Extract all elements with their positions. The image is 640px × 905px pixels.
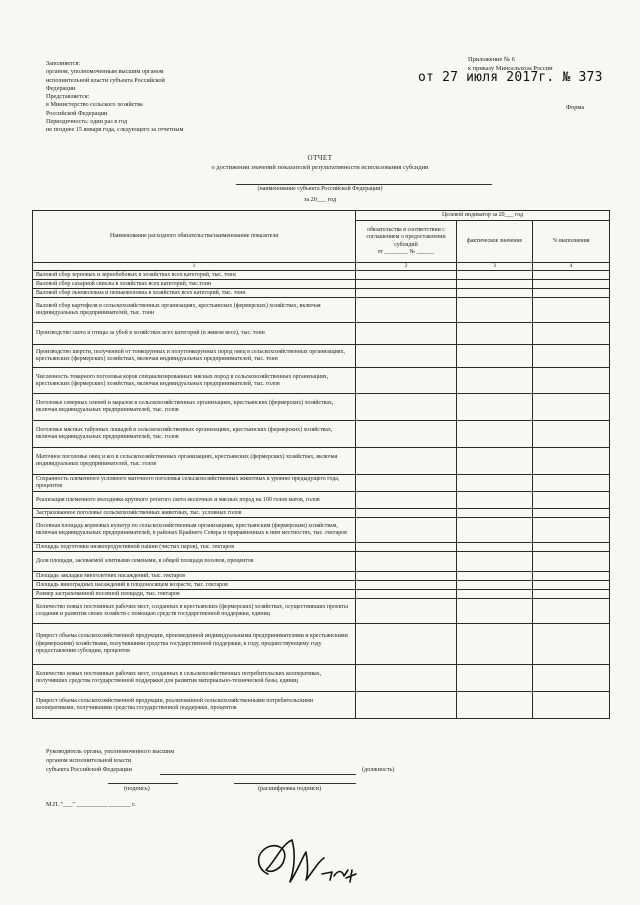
actual-value-cell[interactable]: [457, 692, 533, 719]
percent-cell[interactable]: [533, 271, 610, 280]
actual-value-cell[interactable]: [457, 492, 533, 509]
agreement-value-cell[interactable]: [356, 509, 457, 518]
actual-value-cell[interactable]: [457, 509, 533, 518]
indicator-name-cell: Количество новых постоянных рабочих мест, созданных в сельскохозяйственных потребительских кооперативах, получивших средства государственной поддержки для развития материально-технической базы, единиц: [33, 665, 356, 692]
percent-cell[interactable]: [533, 590, 610, 599]
actual-value-cell[interactable]: [457, 323, 533, 345]
indicator-name-cell: Посевная площадь кормовых культур по сельскохозяйственным организациям, крестьянским (фермерским) хозяйствам, включая индивидуальных предпринимателей, в районах Крайнего Севера и приравненных к ним местностях, тыс. гектаров: [33, 518, 356, 543]
percent-cell[interactable]: [533, 552, 610, 572]
percent-cell[interactable]: [533, 624, 610, 665]
percent-cell[interactable]: [533, 492, 610, 509]
header-left-line: Представляется:: [46, 93, 90, 101]
table-row: [33, 543, 610, 552]
actual-value-cell[interactable]: [457, 448, 533, 475]
agreement-value-cell[interactable]: [356, 552, 457, 572]
table-row: [33, 280, 610, 289]
stamp-date-line: М.П. "___" __________ _______ г.: [46, 801, 136, 808]
table-row: [33, 475, 610, 492]
col-header-agreement: [356, 221, 457, 263]
agreement-value-cell[interactable]: [356, 665, 457, 692]
agreement-value-cell[interactable]: [356, 599, 457, 624]
footer-head-line1: Руководитель органа, уполномоченного высшим: [46, 748, 175, 755]
indicator-name-cell: Валовой сбор льноволокна и пеньковолокна в хозяйствах всех категорий, тыс. тонн: [33, 289, 356, 298]
agreement-value-cell[interactable]: [356, 572, 457, 581]
percent-cell[interactable]: [533, 581, 610, 590]
table-row: [33, 394, 610, 421]
table-row: [33, 509, 610, 518]
agreement-value-cell[interactable]: [356, 624, 457, 665]
handwritten-signature: [236, 830, 376, 890]
indicator-name-cell: Площадь закладки многолетних насаждений, тыс. гектаров: [33, 572, 356, 581]
table-row: [33, 492, 610, 509]
actual-value-cell[interactable]: [457, 298, 533, 323]
actual-value-cell[interactable]: [457, 345, 533, 368]
header-left-line: Российской Федерации: [46, 109, 108, 117]
percent-cell[interactable]: [533, 509, 610, 518]
order-date-stamp: от 27 июля 2017г. № 373: [418, 70, 603, 85]
agreement-value-cell[interactable]: [356, 590, 457, 599]
col-header-percent: % выполнения: [533, 221, 610, 263]
table-row: [33, 289, 610, 298]
report-year-line: за 20___ год: [303, 196, 337, 203]
col-number-4: 4: [533, 263, 610, 271]
header-left-line: органом, уполномоченным высшим органом: [46, 68, 164, 76]
actual-value-cell[interactable]: [457, 475, 533, 492]
indicator-name-cell: Доля площади, засеваемой элитными семенами, в общей площади посевов, процентов: [33, 552, 356, 572]
indicator-name-cell: Застрахованное поголовье сельскохозяйственных животных, тыс. условных голов: [33, 509, 356, 518]
percent-cell[interactable]: [533, 572, 610, 581]
agreement-value-cell[interactable]: [356, 581, 457, 590]
agreement-value-cell[interactable]: [356, 692, 457, 719]
subject-name-caption: (наименование субъекта Российской Федерации): [257, 186, 383, 192]
header-left-line: в Министерство сельского хозяйства: [46, 101, 143, 109]
agreement-value-cell[interactable]: [356, 492, 457, 509]
table-row: [33, 590, 610, 599]
indicators-table: [32, 210, 610, 719]
table-row: [33, 518, 610, 543]
actual-value-cell[interactable]: [457, 624, 533, 665]
percent-cell[interactable]: [533, 345, 610, 368]
agreement-value-cell[interactable]: [356, 518, 457, 543]
percent-cell[interactable]: [533, 394, 610, 421]
percent-cell[interactable]: [533, 323, 610, 345]
agreement-value-cell[interactable]: [356, 368, 457, 394]
percent-cell[interactable]: [533, 692, 610, 719]
percent-cell[interactable]: [533, 298, 610, 323]
actual-value-cell[interactable]: [457, 289, 533, 298]
header-left-line: не позднее 15 января года, следующего за отчетным: [46, 126, 184, 134]
table-row: [33, 665, 610, 692]
agreement-value-cell[interactable]: [356, 323, 457, 345]
signature-line: [108, 783, 178, 784]
indicator-name-cell: Прирост объема сельскохозяйственной продукции, реализованной сельскохозяйственными потребительскими кооперативами, получившими средства государственной поддержки, процентов: [33, 692, 356, 719]
actual-value-cell[interactable]: [457, 368, 533, 394]
table-row: [33, 552, 610, 572]
actual-value-cell[interactable]: [457, 421, 533, 448]
subject-name-line: [236, 184, 492, 185]
footer-head-line2: органом исполнительной власти: [46, 757, 132, 764]
indicator-name-cell: Валовой сбор сахарной свеклы в хозяйствах всех категорий, тыс.тонн: [33, 280, 356, 289]
indicator-name-cell: Количество новых постоянных рабочих мест, созданных в крестьянских (фермерских) хозяйствах, осуществивших проекты создания и развития своих хозяйств с помощью средств государственной поддержки, единиц: [33, 599, 356, 624]
agreement-value-cell[interactable]: [356, 271, 457, 280]
percent-cell[interactable]: [533, 475, 610, 492]
percent-cell[interactable]: [533, 665, 610, 692]
percent-cell[interactable]: [533, 448, 610, 475]
header-left-line: Заполняется:: [46, 60, 81, 67]
agreement-value-cell[interactable]: [356, 345, 457, 368]
report-subtitle: о достижении значений показателей результативности использования субсидии: [211, 164, 429, 171]
col-header-target: Целевой индикатор за 20___ год: [356, 211, 610, 221]
percent-cell[interactable]: [533, 518, 610, 543]
percent-cell[interactable]: [533, 599, 610, 624]
col-header-indicator: Наименование расходного обязательства/наименование показателя: [33, 211, 356, 263]
table-row: [33, 692, 610, 719]
header-left-line: Периодичность: один раз в год: [46, 118, 128, 126]
actual-value-cell[interactable]: [457, 590, 533, 599]
col-header-actual: фактическое значение: [457, 221, 533, 263]
percent-cell[interactable]: [533, 543, 610, 552]
actual-value-cell[interactable]: [457, 518, 533, 543]
percent-cell[interactable]: [533, 421, 610, 448]
indicator-name-cell: Маточное поголовье овец и коз в сельскохозяйственных организациях, крестьянских (фермерских) хозяйствах, включая индивидуальных предпринимателей, тыс. голов: [33, 448, 356, 475]
indicator-name-cell: Площадь виноградных насаждений в плодоносящем возрасте, тыс. гектаров: [33, 581, 356, 590]
percent-cell[interactable]: [533, 289, 610, 298]
header-left-line: Федерации: [46, 84, 76, 92]
agreement-value-cell[interactable]: [356, 394, 457, 421]
signature-caption: (подпись): [124, 785, 150, 792]
agreement-value-cell[interactable]: [356, 475, 457, 492]
actual-value-cell[interactable]: [457, 599, 533, 624]
agreement-value-cell[interactable]: [356, 421, 457, 448]
table-row: [33, 421, 610, 448]
appendix-order-ref: к приказу Минсельхоза России: [468, 64, 553, 72]
agreement-value-cell[interactable]: [356, 543, 457, 552]
decoding-caption: (расшифровка подписи): [258, 785, 322, 792]
actual-value-cell[interactable]: [457, 394, 533, 421]
actual-value-cell[interactable]: [457, 581, 533, 590]
col-number-1: 1: [33, 263, 356, 271]
indicator-name-cell: Численность товарного поголовья коров специализированных мясных пород в сельскохозяйственных организациях, крестьянских (фермерских) хозяйствах, включая индивидуальных предпринимателей, тыс. голов: [33, 368, 356, 394]
actual-value-cell[interactable]: [457, 552, 533, 572]
table-row: [33, 448, 610, 475]
actual-value-cell[interactable]: [457, 271, 533, 280]
table-row: [33, 323, 610, 345]
indicator-name-cell: Валовой сбор зерновых и зернобобовых в хозяйствах всех категорий, тыс. тонн: [33, 271, 356, 280]
form-label: Форма: [566, 104, 585, 111]
indicator-name-cell: Производство скота и птицы за убой в хозяйствах всех категорий (в живом весе), тыс. тонн: [33, 323, 356, 345]
indicator-name-cell: Прирост объема сельскохозяйственной продукции, произведенной индивидуальными предпринимателями и крестьянскими (фермерскими) хозяйствами, получившими средства государственной поддержки, к году, предшествующему году предоставления субсидии, процентов: [33, 624, 356, 665]
footer-head-line3: субъекта Российской Федерации: [46, 766, 132, 773]
agreement-value-cell[interactable]: [356, 448, 457, 475]
agreement-value-cell[interactable]: [356, 280, 457, 289]
actual-value-cell[interactable]: [457, 280, 533, 289]
indicator-name-cell: Поголовье северных оленей и маралов в сельскохозяйственных организациях, крестьянских (фермерских) хозяйствах, включая индивидуальных предпринимателей, тыс. голов: [33, 394, 356, 421]
agreement-value-cell[interactable]: [356, 289, 457, 298]
indicator-name-cell: Производство шерсти, полученной от тонкорунных и полутонкорунных пород овец в сельскохозяйственных организациях, крестьянских (фермерских) хозяйствах, включая индивидуальных предпринимателей, тыс. тонн: [33, 345, 356, 368]
table-row: [33, 298, 610, 323]
col-header-agreement-ref: от ________ № ______: [377, 248, 435, 255]
actual-value-cell[interactable]: [457, 665, 533, 692]
table-row: [33, 581, 610, 590]
actual-value-cell[interactable]: [457, 572, 533, 581]
table-row: [33, 368, 610, 394]
position-caption: (должность): [362, 766, 395, 773]
agreement-value-cell[interactable]: [356, 298, 457, 323]
percent-cell[interactable]: [533, 368, 610, 394]
table-row: [33, 345, 610, 368]
indicator-name-cell: Площадь подготовки низкопродуктивной пашни (чистых паров), тыс. гектаров: [33, 543, 356, 552]
table-row: [33, 271, 610, 280]
indicator-name-cell: Размер застрахованной посевной площади, тыс. гектаров: [33, 590, 356, 599]
actual-value-cell[interactable]: [457, 543, 533, 552]
position-line: [160, 774, 356, 775]
indicator-name-cell: Валовой сбор картофеля в сельскохозяйственных организациях, крестьянских (фермерских) хозяйствах, включая индивидуальных предпринимателей, тыс. тонн: [33, 298, 356, 323]
indicator-name-cell: Реализация племенного молодняка крупного рогатого скота молочных и мясных пород на 100 голов маток, голов: [33, 492, 356, 509]
col-number-2: 2: [356, 263, 457, 271]
header-left-block: [46, 60, 276, 135]
table-row: [33, 599, 610, 624]
decoding-line: [234, 783, 356, 784]
col-number-3: 3: [457, 263, 533, 271]
header-left-line: исполнительной власти субъекта Российской: [46, 76, 165, 84]
table-row: [33, 624, 610, 665]
report-title: ОТЧЕТ: [307, 154, 333, 162]
percent-cell[interactable]: [533, 280, 610, 289]
appendix-number: Приложение № 6: [468, 56, 515, 63]
table-row: [33, 572, 610, 581]
indicator-name-cell: Сохранность племенного условного маточного поголовья сельскохозяйственных животных к уровню предыдущего года, процентов: [33, 475, 356, 492]
indicator-name-cell: Поголовье мясных табунных лошадей в сельскохозяйственных организациях, крестьянских (фермерских) хозяйствах, включая индивидуальных предпринимателей, тыс. голов: [33, 421, 356, 448]
col-header-agreement-text: обязательства в соответствии с соглашением о предоставлении субсидий: [366, 227, 446, 248]
